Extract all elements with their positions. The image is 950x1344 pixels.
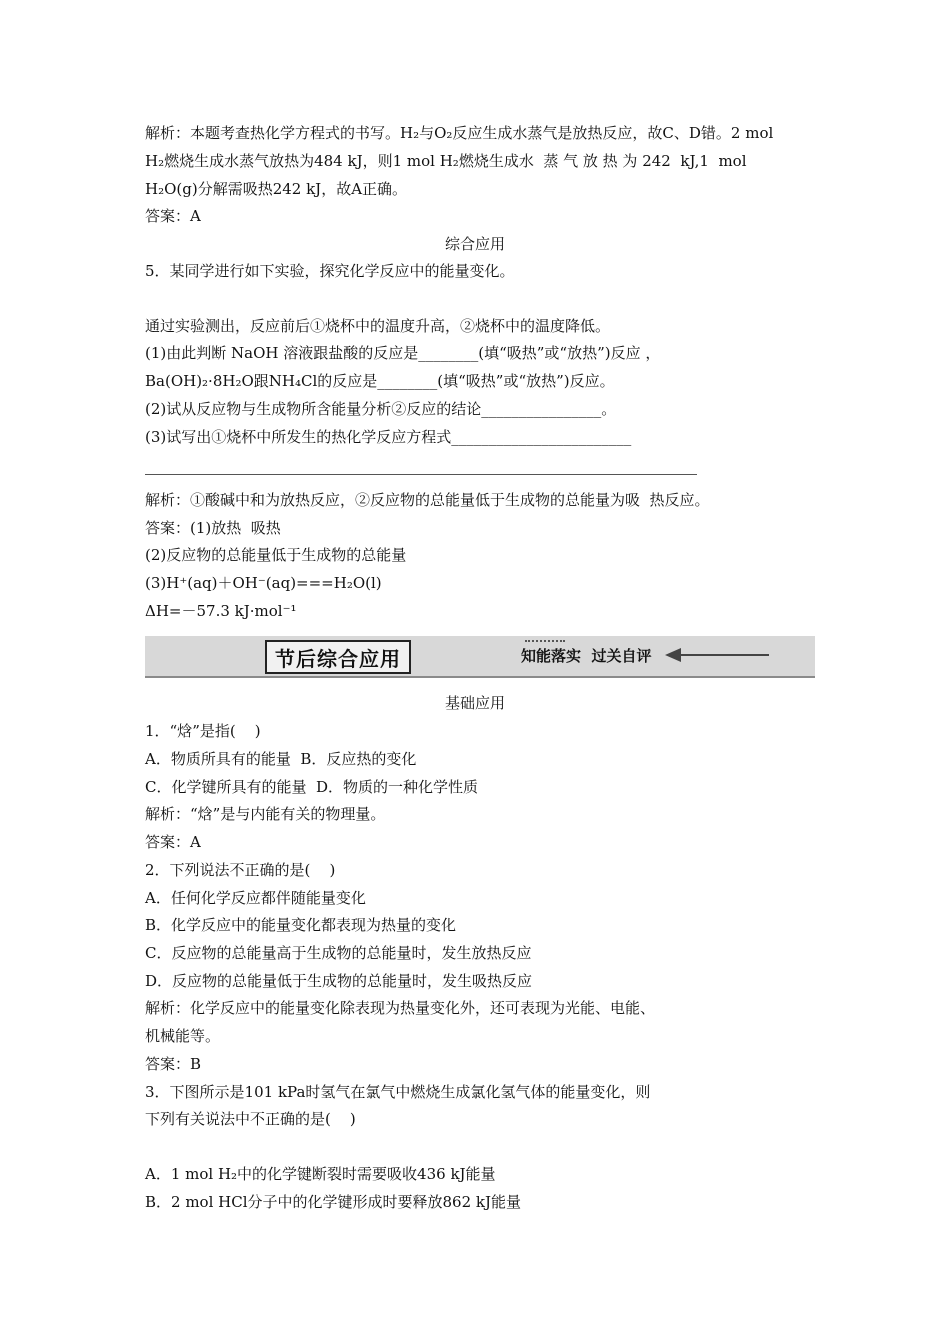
option-line: A．物质所具有的能量 B．反应热的变化 (145, 750, 417, 768)
analysis-line: 解析：化学反应中的能量变化除表现为热量变化外，还可表现为光能、电能、 (145, 999, 656, 1017)
option-line: B．2 mol HCl分子中的化学键形成时要释放862 kJ能量 (145, 1193, 522, 1211)
question-stem-cont: 下列有关说法中不正确的是( ) (145, 1110, 356, 1128)
banner-slogan: 知能落实 过关自评 (521, 647, 652, 665)
analysis-line: H₂燃烧生成水蒸气放热为484 kJ，则1 mol H₂燃烧生成水 蒸 气 放 热 为 242 kJ,1 mol (145, 152, 747, 170)
answer-line: 答案：A (145, 833, 201, 851)
section-banner (145, 636, 815, 678)
banner-title: 节后综合应用 (265, 640, 411, 674)
observation-text: 通过实验测出，反应前后①烧杯中的温度升高，②烧杯中的温度降低。 (145, 317, 611, 335)
subquestion-2: (2)试从反应物与生成物所含能量分析②反应的结论________________。 (145, 400, 617, 418)
answer-equation: (3)H⁺(aq)＋OH⁻(aq)===H₂O(l) (145, 574, 382, 592)
question-stem: 2．下列说法不正确的是( ) (145, 861, 336, 879)
analysis-line: 解析：本题考查热化学方程式的书写。H₂与O₂反应生成水蒸气是放热反应，故C、D错。2 mol (145, 124, 774, 142)
answer-line: 答案：A (145, 207, 201, 225)
question-stem: 1．“焓”是指( ) (145, 722, 261, 740)
answer-line: (2)反应物的总能量低于生成物的总能量 (145, 546, 407, 564)
option-line: C．化学键所具有的能量 D．物质的一种化学性质 (145, 778, 479, 796)
analysis-line: 机械能等。 (145, 1027, 221, 1045)
section-heading: 综合应用 (444, 235, 505, 253)
analysis-line: 解析：①酸碱中和为放热反应，②反应物的总能量低于生成物的总能量为吸 热反应。 (145, 491, 710, 509)
subquestion-1-cont: Ba(OH)₂·8H₂O跟NH₄Cl的反应是________(填“吸热”或“放热”)反应。 (145, 372, 615, 390)
section-heading: 基础应用 (444, 694, 505, 712)
answer-line: 答案：B (145, 1055, 202, 1073)
answer-blank-line (145, 474, 697, 475)
subquestion-3: (3)试写出①烧杯中所发生的热化学反应方程式________________________ (145, 428, 632, 446)
question-stem: 3．下图所示是101 kPa时氢气在氯气中燃烧生成氯化氢气体的能量变化，则 (145, 1083, 651, 1101)
option-line: A．任何化学反应都伴随能量变化 (145, 889, 366, 907)
analysis-line: 解析：“焓”是与内能有关的物理量。 (145, 805, 386, 823)
question-stem: 5．某同学进行如下实验，探究化学反应中的能量变化。 (145, 262, 515, 280)
banner-line (681, 654, 769, 656)
banner-arrow-icon (665, 648, 681, 662)
option-line: D．反应物的总能量低于生成物的总能量时，发生吸热反应 (145, 972, 533, 990)
answer-line: 答案：(1)放热 吸热 (145, 519, 281, 537)
option-line: B．化学反应中的能量变化都表现为热量的变化 (145, 916, 457, 934)
option-line: C．反应物的总能量高于生成物的总能量时，发生放热反应 (145, 944, 532, 962)
analysis-line: H₂O(g)分解需吸热242 kJ，故A正确。 (145, 180, 408, 198)
option-line: A．1 mol H₂中的化学键断裂时需要吸收436 kJ能量 (145, 1165, 496, 1183)
banner-dots (525, 640, 565, 642)
answer-enthalpy: ΔH=－57.3 kJ·mol⁻¹ (145, 602, 297, 620)
subquestion-1: (1)由此判断 NaOH 溶液跟盐酸的反应是________(填“吸热”或“放热”)反应 ， (145, 344, 661, 362)
